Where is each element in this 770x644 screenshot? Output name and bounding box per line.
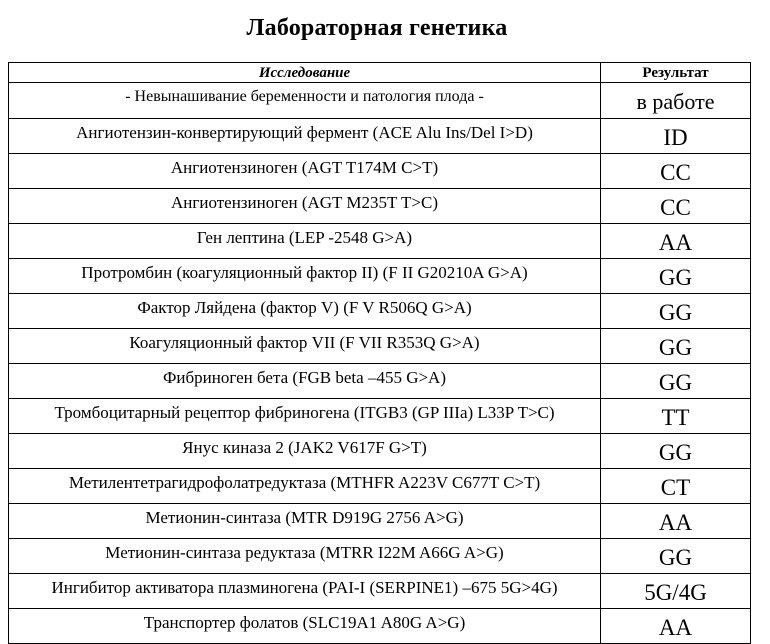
table-row	[9, 294, 751, 329]
result-cell: GG	[601, 364, 751, 399]
table-row	[9, 469, 751, 504]
study-cell: Коагуляционный фактор VII (F VII R353Q G>A)	[9, 329, 601, 364]
result-cell: CC	[601, 189, 751, 224]
table-row	[9, 504, 751, 539]
study-cell: Тромбоцитарный рецептор фибриногена (ITGB3 (GP IIIa) L33P T>C)	[9, 399, 601, 434]
table-row	[9, 434, 751, 469]
result-cell: CT	[601, 469, 751, 504]
results-table	[8, 62, 751, 644]
study-cell: Метионин-синтаза редуктаза (MTRR I22M A66G A>G)	[9, 539, 601, 574]
study-cell: Ангиотензиноген (AGT M235T T>C)	[9, 189, 601, 224]
table-row	[9, 259, 751, 294]
result-cell: AA	[601, 504, 751, 539]
table-row	[9, 399, 751, 434]
page-title: Лабораторная генетика	[246, 15, 508, 41]
table-row	[9, 119, 751, 154]
study-cell: Ингибитор активатора плазминогена (PAI-I (SERPINE1) –675 5G>4G)	[9, 574, 601, 609]
table-header-row	[9, 63, 751, 83]
study-cell: Протромбин (коагуляционный фактор II) (F II G20210A G>A)	[9, 259, 601, 294]
table-row	[9, 224, 751, 259]
study-cell: Янус киназа 2 (JAK2 V617F G>T)	[9, 434, 601, 469]
result-cell: 5G/4G	[601, 574, 751, 609]
column-header-result: Результат	[601, 63, 751, 83]
result-cell: AA	[601, 224, 751, 259]
table-row	[9, 154, 751, 189]
study-cell: Ангиотензин-конвертирующий фермент (ACE Alu Ins/Del I>D)	[9, 119, 601, 154]
table-row	[9, 364, 751, 399]
result-cell: GG	[601, 294, 751, 329]
result-cell: GG	[601, 329, 751, 364]
table-row	[9, 539, 751, 574]
table-row	[9, 329, 751, 364]
result-cell: AA	[601, 609, 751, 644]
study-cell: Метилентетрагидрофолатредуктаза (MTHFR A223V C677T C>T)	[9, 469, 601, 504]
result-cell: GG	[601, 539, 751, 574]
study-cell: Транспортер фолатов (SLC19A1 A80G A>G)	[9, 609, 601, 644]
study-cell: Ген лептина (LEP -2548 G>A)	[9, 224, 601, 259]
result-cell: ID	[601, 119, 751, 154]
table-row	[9, 609, 751, 644]
study-cell: Фактор Ляйдена (фактор V) (F V R506Q G>A)	[9, 294, 601, 329]
study-cell: Метионин-синтаза (MTR D919G 2756 A>G)	[9, 504, 601, 539]
table-row	[9, 83, 751, 119]
result-cell: GG	[601, 259, 751, 294]
table-row	[9, 574, 751, 609]
column-header-study: Исследование	[9, 63, 601, 83]
result-cell: GG	[601, 434, 751, 469]
result-cell: TT	[601, 399, 751, 434]
result-cell: CC	[601, 154, 751, 189]
study-cell: Ангиотензиноген (AGT T174M C>T)	[9, 154, 601, 189]
table-row	[9, 189, 751, 224]
study-cell: Фибриноген бета (FGB beta –455 G>A)	[9, 364, 601, 399]
result-cell: в работе	[601, 83, 751, 119]
study-cell: - Невынашивание беременности и патология плода -	[9, 83, 601, 119]
